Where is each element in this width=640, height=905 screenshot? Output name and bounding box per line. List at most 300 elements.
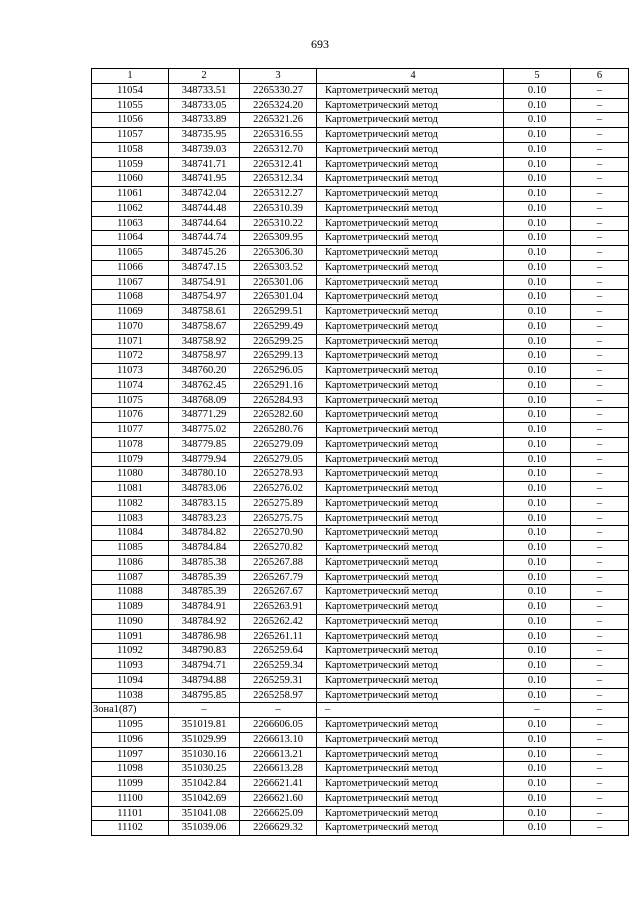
point-number-cell: 11057 bbox=[92, 128, 169, 143]
x-coordinate-cell: 348784.84 bbox=[169, 541, 240, 556]
method-cell: – bbox=[317, 703, 504, 718]
method-cell: Картометрический метод bbox=[317, 157, 504, 172]
accuracy-cell: 0.10 bbox=[504, 659, 571, 674]
point-number-cell: 11087 bbox=[92, 570, 169, 585]
note-cell: – bbox=[571, 187, 629, 202]
table-row bbox=[92, 260, 629, 275]
y-coordinate-cell: 2265282.60 bbox=[240, 408, 317, 423]
x-coordinate-cell: 351030.16 bbox=[169, 747, 240, 762]
accuracy-cell: 0.10 bbox=[504, 246, 571, 261]
accuracy-cell: 0.10 bbox=[504, 128, 571, 143]
y-coordinate-cell: 2266621.41 bbox=[240, 777, 317, 792]
accuracy-cell: 0.10 bbox=[504, 791, 571, 806]
method-cell: Картометрический метод bbox=[317, 732, 504, 747]
page-number: 693 bbox=[311, 37, 329, 51]
method-cell: Картометрический метод bbox=[317, 673, 504, 688]
method-cell: Картометрический метод bbox=[317, 113, 504, 128]
accuracy-cell: 0.10 bbox=[504, 747, 571, 762]
y-coordinate-cell: 2265299.51 bbox=[240, 305, 317, 320]
method-cell: Картометрический метод bbox=[317, 644, 504, 659]
accuracy-cell: 0.10 bbox=[504, 452, 571, 467]
note-cell: – bbox=[571, 157, 629, 172]
note-cell: – bbox=[571, 378, 629, 393]
x-coordinate-cell: 351019.81 bbox=[169, 718, 240, 733]
x-coordinate-cell: 348780.10 bbox=[169, 467, 240, 482]
y-coordinate-cell: 2265330.27 bbox=[240, 83, 317, 98]
table-row bbox=[92, 570, 629, 585]
y-coordinate-cell: 2265312.70 bbox=[240, 142, 317, 157]
y-coordinate-cell: 2265291.16 bbox=[240, 378, 317, 393]
point-number-cell: 11071 bbox=[92, 334, 169, 349]
accuracy-cell: 0.10 bbox=[504, 673, 571, 688]
note-cell: – bbox=[571, 791, 629, 806]
method-cell: Картометрический метод bbox=[317, 187, 504, 202]
x-coordinate-cell: 348735.95 bbox=[169, 128, 240, 143]
header-cell: 3 bbox=[240, 69, 317, 84]
x-coordinate-cell: 351042.69 bbox=[169, 791, 240, 806]
accuracy-cell: 0.10 bbox=[504, 216, 571, 231]
note-cell: – bbox=[571, 777, 629, 792]
y-coordinate-cell: 2265321.26 bbox=[240, 113, 317, 128]
accuracy-cell: 0.10 bbox=[504, 541, 571, 556]
table-row bbox=[92, 467, 629, 482]
point-number-cell: 11066 bbox=[92, 260, 169, 275]
table-row bbox=[92, 806, 629, 821]
point-number-cell: 11055 bbox=[92, 98, 169, 113]
table-row bbox=[92, 762, 629, 777]
table-row bbox=[92, 585, 629, 600]
point-number-cell: 11074 bbox=[92, 378, 169, 393]
method-cell: Картометрический метод bbox=[317, 349, 504, 364]
point-number-cell: 11094 bbox=[92, 673, 169, 688]
table-row bbox=[92, 142, 629, 157]
y-coordinate-cell: 2266629.32 bbox=[240, 821, 317, 836]
method-cell: Картометрический метод bbox=[317, 482, 504, 497]
accuracy-cell: – bbox=[504, 703, 571, 718]
table-row bbox=[92, 290, 629, 305]
y-coordinate-cell: 2265306.30 bbox=[240, 246, 317, 261]
y-coordinate-cell: 2266613.28 bbox=[240, 762, 317, 777]
header-cell: 4 bbox=[317, 69, 504, 84]
point-number-cell: 11072 bbox=[92, 349, 169, 364]
method-cell: Картометрический метод bbox=[317, 201, 504, 216]
point-number-cell: 11086 bbox=[92, 555, 169, 570]
table-row bbox=[92, 393, 629, 408]
table-row bbox=[92, 305, 629, 320]
table-row bbox=[92, 437, 629, 452]
point-number-cell: 11082 bbox=[92, 496, 169, 511]
table-row bbox=[92, 496, 629, 511]
table-row bbox=[92, 644, 629, 659]
x-coordinate-cell: 348744.48 bbox=[169, 201, 240, 216]
x-coordinate-cell: 348783.06 bbox=[169, 482, 240, 497]
method-cell: Картометрический метод bbox=[317, 570, 504, 585]
table-row bbox=[92, 777, 629, 792]
x-coordinate-cell: 351041.08 bbox=[169, 806, 240, 821]
table-row bbox=[92, 187, 629, 202]
point-number-cell: 11096 bbox=[92, 732, 169, 747]
x-coordinate-cell: 348747.15 bbox=[169, 260, 240, 275]
point-number-cell: 11064 bbox=[92, 231, 169, 246]
point-number-cell: 11076 bbox=[92, 408, 169, 423]
x-coordinate-cell: 348758.61 bbox=[169, 305, 240, 320]
note-cell: – bbox=[571, 806, 629, 821]
table-row bbox=[92, 231, 629, 246]
header-cell: 1 bbox=[92, 69, 169, 84]
point-number-cell: 11075 bbox=[92, 393, 169, 408]
accuracy-cell: 0.10 bbox=[504, 275, 571, 290]
x-coordinate-cell: 348783.15 bbox=[169, 496, 240, 511]
accuracy-cell: 0.10 bbox=[504, 777, 571, 792]
x-coordinate-cell: 348742.04 bbox=[169, 187, 240, 202]
coordinates-table bbox=[91, 68, 629, 836]
x-coordinate-cell: 351039.06 bbox=[169, 821, 240, 836]
x-coordinate-cell: 348741.71 bbox=[169, 157, 240, 172]
note-cell: – bbox=[571, 541, 629, 556]
note-cell: – bbox=[571, 629, 629, 644]
table-row bbox=[92, 157, 629, 172]
method-cell: Картометрический метод bbox=[317, 747, 504, 762]
table-row bbox=[92, 600, 629, 615]
note-cell: – bbox=[571, 585, 629, 600]
table-row bbox=[92, 732, 629, 747]
method-cell: Картометрический метод bbox=[317, 659, 504, 674]
accuracy-cell: 0.10 bbox=[504, 319, 571, 334]
method-cell: Картометрический метод bbox=[317, 172, 504, 187]
y-coordinate-cell: 2265324.20 bbox=[240, 98, 317, 113]
accuracy-cell: 0.10 bbox=[504, 437, 571, 452]
table-row bbox=[92, 113, 629, 128]
note-cell: – bbox=[571, 142, 629, 157]
y-coordinate-cell: 2265299.49 bbox=[240, 319, 317, 334]
note-cell: – bbox=[571, 526, 629, 541]
note-cell: – bbox=[571, 128, 629, 143]
point-number-cell: 11093 bbox=[92, 659, 169, 674]
point-number-cell: 11100 bbox=[92, 791, 169, 806]
note-cell: – bbox=[571, 260, 629, 275]
point-number-cell: 11059 bbox=[92, 157, 169, 172]
x-coordinate-cell: 348744.64 bbox=[169, 216, 240, 231]
accuracy-cell: 0.10 bbox=[504, 629, 571, 644]
x-coordinate-cell: 348758.97 bbox=[169, 349, 240, 364]
method-cell: Картометрический метод bbox=[317, 216, 504, 231]
point-number-cell: 11073 bbox=[92, 364, 169, 379]
y-coordinate-cell: 2266625.09 bbox=[240, 806, 317, 821]
accuracy-cell: 0.10 bbox=[504, 393, 571, 408]
note-cell: – bbox=[571, 614, 629, 629]
point-number-cell: 11065 bbox=[92, 246, 169, 261]
y-coordinate-cell: 2265284.93 bbox=[240, 393, 317, 408]
method-cell: Картометрический метод bbox=[317, 585, 504, 600]
note-cell: – bbox=[571, 290, 629, 305]
x-coordinate-cell: 348784.82 bbox=[169, 526, 240, 541]
accuracy-cell: 0.10 bbox=[504, 364, 571, 379]
point-number-cell: 11078 bbox=[92, 437, 169, 452]
x-coordinate-cell: 351042.84 bbox=[169, 777, 240, 792]
x-coordinate-cell: 348785.39 bbox=[169, 585, 240, 600]
x-coordinate-cell: 348754.91 bbox=[169, 275, 240, 290]
method-cell: Картометрический метод bbox=[317, 452, 504, 467]
y-coordinate-cell: 2265303.52 bbox=[240, 260, 317, 275]
note-cell: – bbox=[571, 452, 629, 467]
table-row bbox=[92, 511, 629, 526]
accuracy-cell: 0.10 bbox=[504, 378, 571, 393]
x-coordinate-cell: 348785.39 bbox=[169, 570, 240, 585]
method-cell: Картометрический метод bbox=[317, 821, 504, 836]
note-cell: – bbox=[571, 688, 629, 703]
y-coordinate-cell: 2265279.05 bbox=[240, 452, 317, 467]
accuracy-cell: 0.10 bbox=[504, 496, 571, 511]
method-cell: Картометрический метод bbox=[317, 290, 504, 305]
table-row bbox=[92, 83, 629, 98]
table-row bbox=[92, 791, 629, 806]
y-coordinate-cell: 2265259.64 bbox=[240, 644, 317, 659]
y-coordinate-cell: 2265267.67 bbox=[240, 585, 317, 600]
method-cell: Картометрический метод bbox=[317, 128, 504, 143]
table-row bbox=[92, 201, 629, 216]
table-row bbox=[92, 614, 629, 629]
point-number-cell: 11085 bbox=[92, 541, 169, 556]
accuracy-cell: 0.10 bbox=[504, 187, 571, 202]
point-number-cell: 11077 bbox=[92, 423, 169, 438]
method-cell: Картометрический метод bbox=[317, 378, 504, 393]
table-row bbox=[92, 408, 629, 423]
note-cell: – bbox=[571, 201, 629, 216]
note-cell: – bbox=[571, 305, 629, 320]
point-number-cell: 11058 bbox=[92, 142, 169, 157]
y-coordinate-cell: 2265310.39 bbox=[240, 201, 317, 216]
accuracy-cell: 0.10 bbox=[504, 644, 571, 659]
x-coordinate-cell: 348784.92 bbox=[169, 614, 240, 629]
note-cell: – bbox=[571, 821, 629, 836]
y-coordinate-cell: 2265259.31 bbox=[240, 673, 317, 688]
point-number-cell: 11062 bbox=[92, 201, 169, 216]
x-coordinate-cell: 351029.99 bbox=[169, 732, 240, 747]
table-row bbox=[92, 216, 629, 231]
accuracy-cell: 0.10 bbox=[504, 83, 571, 98]
accuracy-cell: 0.10 bbox=[504, 762, 571, 777]
accuracy-cell: 0.10 bbox=[504, 526, 571, 541]
y-coordinate-cell: 2265301.04 bbox=[240, 290, 317, 305]
y-coordinate-cell: 2265312.41 bbox=[240, 157, 317, 172]
x-coordinate-cell: 348768.09 bbox=[169, 393, 240, 408]
y-coordinate-cell: 2265275.75 bbox=[240, 511, 317, 526]
method-cell: Картометрический метод bbox=[317, 98, 504, 113]
x-coordinate-cell: – bbox=[169, 703, 240, 718]
accuracy-cell: 0.10 bbox=[504, 570, 571, 585]
point-number-cell: 11090 bbox=[92, 614, 169, 629]
header-cell: 6 bbox=[571, 69, 629, 84]
point-number-cell: 11083 bbox=[92, 511, 169, 526]
note-cell: – bbox=[571, 511, 629, 526]
method-cell: Картометрический метод bbox=[317, 777, 504, 792]
note-cell: – bbox=[571, 98, 629, 113]
table-row bbox=[92, 541, 629, 556]
accuracy-cell: 0.10 bbox=[504, 334, 571, 349]
table-row bbox=[92, 526, 629, 541]
method-cell: Картометрический метод bbox=[317, 334, 504, 349]
note-cell: – bbox=[571, 555, 629, 570]
point-number-cell: 11080 bbox=[92, 467, 169, 482]
note-cell: – bbox=[571, 482, 629, 497]
accuracy-cell: 0.10 bbox=[504, 555, 571, 570]
x-coordinate-cell: 348779.85 bbox=[169, 437, 240, 452]
accuracy-cell: 0.10 bbox=[504, 113, 571, 128]
method-cell: Картометрический метод bbox=[317, 600, 504, 615]
accuracy-cell: 0.10 bbox=[504, 290, 571, 305]
x-coordinate-cell: 348760.20 bbox=[169, 364, 240, 379]
method-cell: Картометрический метод bbox=[317, 437, 504, 452]
note-cell: – bbox=[571, 703, 629, 718]
note-cell: – bbox=[571, 172, 629, 187]
table-row bbox=[92, 98, 629, 113]
y-coordinate-cell: 2265275.89 bbox=[240, 496, 317, 511]
y-coordinate-cell: 2265296.05 bbox=[240, 364, 317, 379]
x-coordinate-cell: 348779.94 bbox=[169, 452, 240, 467]
x-coordinate-cell: 348745.26 bbox=[169, 246, 240, 261]
x-coordinate-cell: 348744.74 bbox=[169, 231, 240, 246]
method-cell: Картометрический метод bbox=[317, 718, 504, 733]
accuracy-cell: 0.10 bbox=[504, 172, 571, 187]
point-number-cell: 11079 bbox=[92, 452, 169, 467]
method-cell: Картометрический метод bbox=[317, 467, 504, 482]
point-number-cell: 11054 bbox=[92, 83, 169, 98]
method-cell: Картометрический метод bbox=[317, 614, 504, 629]
x-coordinate-cell: 348795.85 bbox=[169, 688, 240, 703]
y-coordinate-cell: 2265267.88 bbox=[240, 555, 317, 570]
note-cell: – bbox=[571, 364, 629, 379]
table-row bbox=[92, 452, 629, 467]
y-coordinate-cell: 2265301.06 bbox=[240, 275, 317, 290]
note-cell: – bbox=[571, 349, 629, 364]
y-coordinate-cell: 2265258.97 bbox=[240, 688, 317, 703]
table-row bbox=[92, 275, 629, 290]
point-number-cell: 11095 bbox=[92, 718, 169, 733]
note-cell: – bbox=[571, 600, 629, 615]
point-number-cell: 11091 bbox=[92, 629, 169, 644]
accuracy-cell: 0.10 bbox=[504, 806, 571, 821]
table-row bbox=[92, 128, 629, 143]
note-cell: – bbox=[571, 113, 629, 128]
point-number-cell: 11068 bbox=[92, 290, 169, 305]
method-cell: Картометрический метод bbox=[317, 260, 504, 275]
x-coordinate-cell: 348783.23 bbox=[169, 511, 240, 526]
y-coordinate-cell: 2265299.13 bbox=[240, 349, 317, 364]
x-coordinate-cell: 348733.05 bbox=[169, 98, 240, 113]
point-number-cell: 11098 bbox=[92, 762, 169, 777]
method-cell: Картометрический метод bbox=[317, 246, 504, 261]
point-number-cell: 11097 bbox=[92, 747, 169, 762]
point-number-cell: Зона1(87) bbox=[92, 703, 169, 718]
point-number-cell: 11101 bbox=[92, 806, 169, 821]
note-cell: – bbox=[571, 83, 629, 98]
method-cell: Картометрический метод bbox=[317, 319, 504, 334]
method-cell: Картометрический метод bbox=[317, 688, 504, 703]
method-cell: Картометрический метод bbox=[317, 305, 504, 320]
y-coordinate-cell: – bbox=[240, 703, 317, 718]
method-cell: Картометрический метод bbox=[317, 275, 504, 290]
table-row bbox=[92, 482, 629, 497]
method-cell: Картометрический метод bbox=[317, 541, 504, 556]
accuracy-cell: 0.10 bbox=[504, 98, 571, 113]
y-coordinate-cell: 2265278.93 bbox=[240, 467, 317, 482]
table-row bbox=[92, 349, 629, 364]
point-number-cell: 11089 bbox=[92, 600, 169, 615]
y-coordinate-cell: 2265312.34 bbox=[240, 172, 317, 187]
point-number-cell: 11063 bbox=[92, 216, 169, 231]
point-number-cell: 11088 bbox=[92, 585, 169, 600]
y-coordinate-cell: 2265261.11 bbox=[240, 629, 317, 644]
note-cell: – bbox=[571, 673, 629, 688]
method-cell: Картометрический метод bbox=[317, 393, 504, 408]
y-coordinate-cell: 2265270.90 bbox=[240, 526, 317, 541]
point-number-cell: 11067 bbox=[92, 275, 169, 290]
method-cell: Картометрический метод bbox=[317, 83, 504, 98]
accuracy-cell: 0.10 bbox=[504, 482, 571, 497]
x-coordinate-cell: 351030.25 bbox=[169, 762, 240, 777]
accuracy-cell: 0.10 bbox=[504, 157, 571, 172]
x-coordinate-cell: 348758.67 bbox=[169, 319, 240, 334]
y-coordinate-cell: 2266621.60 bbox=[240, 791, 317, 806]
y-coordinate-cell: 2265262.42 bbox=[240, 614, 317, 629]
accuracy-cell: 0.10 bbox=[504, 821, 571, 836]
point-number-cell: 11081 bbox=[92, 482, 169, 497]
method-cell: Картометрический метод bbox=[317, 423, 504, 438]
accuracy-cell: 0.10 bbox=[504, 600, 571, 615]
x-coordinate-cell: 348739.03 bbox=[169, 142, 240, 157]
accuracy-cell: 0.10 bbox=[504, 408, 571, 423]
accuracy-cell: 0.10 bbox=[504, 349, 571, 364]
table-row bbox=[92, 172, 629, 187]
accuracy-cell: 0.10 bbox=[504, 231, 571, 246]
method-cell: Картометрический метод bbox=[317, 231, 504, 246]
note-cell: – bbox=[571, 393, 629, 408]
table-row bbox=[92, 246, 629, 261]
note-cell: – bbox=[571, 718, 629, 733]
table-row bbox=[92, 334, 629, 349]
method-cell: Картометрический метод bbox=[317, 791, 504, 806]
x-coordinate-cell: 348771.29 bbox=[169, 408, 240, 423]
point-number-cell: 11038 bbox=[92, 688, 169, 703]
x-coordinate-cell: 348754.97 bbox=[169, 290, 240, 305]
y-coordinate-cell: 2265299.25 bbox=[240, 334, 317, 349]
x-coordinate-cell: 348741.95 bbox=[169, 172, 240, 187]
x-coordinate-cell: 348790.83 bbox=[169, 644, 240, 659]
table-row bbox=[92, 378, 629, 393]
table-row bbox=[92, 659, 629, 674]
y-coordinate-cell: 2266613.21 bbox=[240, 747, 317, 762]
accuracy-cell: 0.10 bbox=[504, 423, 571, 438]
accuracy-cell: 0.10 bbox=[504, 201, 571, 216]
point-number-cell: 11061 bbox=[92, 187, 169, 202]
x-coordinate-cell: 348784.91 bbox=[169, 600, 240, 615]
accuracy-cell: 0.10 bbox=[504, 688, 571, 703]
zone-row bbox=[92, 703, 629, 718]
x-coordinate-cell: 348786.98 bbox=[169, 629, 240, 644]
table-body bbox=[92, 83, 629, 835]
accuracy-cell: 0.10 bbox=[504, 467, 571, 482]
y-coordinate-cell: 2265276.02 bbox=[240, 482, 317, 497]
note-cell: – bbox=[571, 467, 629, 482]
accuracy-cell: 0.10 bbox=[504, 718, 571, 733]
x-coordinate-cell: 348794.71 bbox=[169, 659, 240, 674]
note-cell: – bbox=[571, 275, 629, 290]
x-coordinate-cell: 348785.38 bbox=[169, 555, 240, 570]
point-number-cell: 11084 bbox=[92, 526, 169, 541]
note-cell: – bbox=[571, 570, 629, 585]
accuracy-cell: 0.10 bbox=[504, 142, 571, 157]
method-cell: Картометрический метод bbox=[317, 526, 504, 541]
